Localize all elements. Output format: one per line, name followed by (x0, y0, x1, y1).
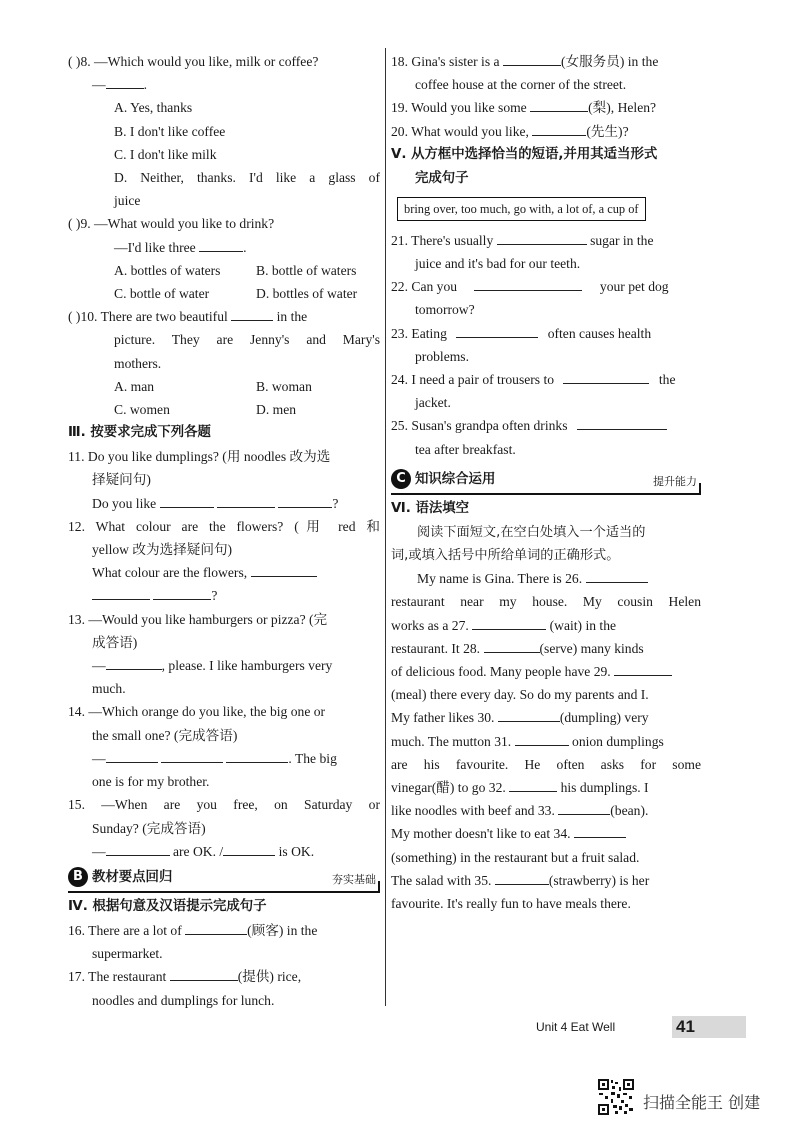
passage-line-4-post: (serve) many kinds (539, 640, 644, 656)
q23-line1-post: often causes health (547, 325, 652, 341)
q16-line1: 16. There are a lot of (68, 922, 182, 938)
q8-option-a: A. Yes, thanks (114, 100, 193, 116)
section-bar-b-title: 教材要点回归 (92, 869, 173, 885)
question-12: 12. What colour are the flowers? (用 red 和 yellow 改为选择疑问句) What colour are the flowers, ? (68, 515, 380, 608)
passage-line-2: restaurant near my house. My cousin Helen (391, 594, 701, 610)
q14-blank-2[interactable] (161, 748, 223, 763)
passage-line-10-post: his dumplings. I (560, 780, 649, 796)
q14-blank-3[interactable] (226, 748, 288, 763)
q16-line2: supermarket. (92, 946, 163, 962)
qr-code-icon (597, 1078, 635, 1116)
q21-blank[interactable] (497, 230, 587, 245)
q8-reply: — (92, 77, 106, 93)
q10-line3: mothers. (114, 355, 162, 371)
phrase-box: bring over, too much, go with, a lot of, a cup of (397, 197, 646, 221)
q15-blank-2[interactable] (223, 841, 275, 856)
passage-line-8: much. The mutton 31. (391, 733, 512, 749)
q15-line1: 15. —When are you free, on Saturday or (68, 797, 380, 813)
q13-blank[interactable] (106, 655, 162, 670)
bar-c-tick (699, 483, 701, 495)
question-15 (68, 793, 380, 863)
section-3-title: Ⅲ. 按要求完成下列各题 (68, 425, 211, 441)
question-8: ( )8. —Which would you like, milk or coffee? — . A. Yes, thanks B. I don't like coffee C. I don't like milk D. Neither, thanks. I'd like a glass of juice (68, 50, 380, 212)
q8-stem: ( )8. —Which would you like, milk or coffee? (68, 54, 319, 69)
q11-line3: Do you like (92, 495, 157, 511)
q17-blank[interactable] (170, 966, 238, 981)
q15-line2: Sunday? (完成答语) (92, 820, 206, 836)
q22-line1-post: your pet dog (599, 279, 669, 295)
section-bar-c (391, 469, 701, 495)
instruction-line1: 阅读下面短文,在空白处填入一个适当的 (417, 524, 646, 540)
q10-line2: picture. They are Jenny's and Mary's (114, 332, 380, 348)
q9-option-a: A. bottles of waters (114, 262, 221, 278)
q9-stem: ( )9. —What would you like to drink? (68, 216, 275, 232)
q9-option-b: B. bottle of waters (256, 262, 357, 278)
section-4-title: Ⅳ. 根据句意及汉语提示完成句子 (68, 898, 267, 914)
question-25 (391, 414, 701, 460)
passage-line-9: are his favourite. He often asks for some (391, 756, 701, 772)
blank-28[interactable] (484, 638, 540, 653)
section-5-title-cont: 完成句子 (415, 170, 469, 186)
q14-dash: — (92, 750, 106, 766)
section-bar-c-tag: 提升能力 (653, 474, 697, 488)
passage-line-11: like noodles with beef and 33. (391, 803, 555, 819)
q20-text: 20. What would you like, (391, 123, 529, 139)
section-bar-c-title: 知识综合运用 (415, 471, 496, 487)
passage-line-14: The salad with 35. (391, 872, 492, 888)
q10-option-c: C. women (114, 402, 170, 418)
q12-blank-1[interactable] (251, 562, 317, 577)
passage-line-11-post: (bean). (610, 803, 649, 819)
q14-blank-1[interactable] (106, 748, 158, 763)
badge-b-icon: B (68, 867, 88, 887)
q22-line1: 22. Can you (391, 279, 458, 295)
passage-line-10: vinegar(醋) to go 32. (391, 780, 506, 796)
q15-dash: — (92, 843, 106, 859)
question-17 (68, 965, 380, 1011)
q14-line4: one is for my brother. (92, 774, 210, 790)
q12-line3: What colour are the flowers, (92, 565, 248, 581)
section-bar-b-tag: 夯实基础 (332, 872, 376, 886)
q11-blank-3[interactable] (278, 493, 332, 508)
instruction-line2: 词,或填入括号中所给单词的正确形式。 (391, 548, 620, 564)
question-11: 11. Do you like dumplings? (用 noodles 改为选 择疑问句) Do you like ? (68, 445, 380, 515)
q16-line1-post: (顾客) in the (247, 922, 318, 938)
q20-blank[interactable] (532, 121, 586, 136)
question-20 (391, 120, 701, 143)
q15-blank-1[interactable] (106, 841, 170, 856)
section-bar-b (68, 867, 380, 893)
q12-blank-3[interactable] (153, 585, 211, 600)
question-21 (391, 229, 701, 275)
q11-blank-1[interactable] (160, 493, 214, 508)
q12-blank-2[interactable] (92, 585, 150, 600)
question-23 (391, 322, 701, 368)
q19-text: 19. Would you like some (391, 100, 527, 116)
q15-line3-post: is OK. (278, 843, 315, 859)
q21-line1: 21. There's usually (391, 232, 494, 248)
q13-line4: much. (92, 681, 126, 697)
q18-line1-post: (女服务员) in the (560, 54, 659, 69)
blank-32[interactable] (509, 777, 557, 792)
question-19 (391, 96, 701, 119)
q13-dash: — (92, 658, 106, 674)
q21-line1-post: sugar in the (590, 232, 654, 248)
blank-34[interactable] (574, 823, 626, 838)
q14-line1: 14. —Which orange do you like, the big one or (68, 704, 326, 720)
q9-reply: —I'd like three (114, 239, 196, 255)
q24-line2: jacket. (415, 395, 451, 411)
q20-text-post: (先生)? (586, 123, 629, 139)
q22-line2: tomorrow? (415, 302, 475, 318)
question-9: ( )9. —What would you like to drink? —I'd like three . A. bottles of waters B. bottle of waters C. bottle of water D. bottles of water (68, 212, 380, 305)
page-number: 41 (676, 1017, 695, 1036)
question-22 (391, 275, 701, 321)
passage-line-8-post: onion dumplings (572, 733, 664, 749)
q22-blank[interactable] (474, 276, 582, 291)
q13-line3: , please. I like hamburgers very (161, 658, 333, 674)
section-6-title: Ⅵ. 语法填空 (391, 500, 470, 516)
q25-blank[interactable] (577, 415, 667, 430)
q21-line2: juice and it's bad for our teeth. (415, 256, 581, 272)
question-10 (68, 305, 380, 421)
blank-31[interactable] (515, 731, 569, 746)
q12-line1: 12. What colour are the flowers? (用 red 和 (68, 518, 380, 534)
question-13 (68, 608, 380, 701)
right-column (391, 50, 701, 915)
blank-30[interactable] (498, 707, 560, 722)
q11-line2: 择疑问句) (92, 472, 151, 488)
q10-option-b: B. woman (256, 378, 312, 394)
page-number-box (672, 1016, 746, 1038)
passage-line-3: works as a 27. (391, 617, 469, 633)
column-divider (385, 48, 386, 1006)
q17-line1-post: (提供) rice, (237, 969, 302, 985)
q19-blank[interactable] (530, 97, 588, 112)
q10-stem-post: in the (276, 309, 308, 325)
q16-blank[interactable] (185, 920, 247, 935)
q10-option-d: D. men (256, 402, 297, 418)
q11-blank-2[interactable] (217, 493, 275, 508)
q8-blank[interactable] (106, 74, 144, 89)
q23-line1: 23. Eating (391, 325, 447, 341)
q19-text-post: (梨), Helen? (588, 100, 657, 116)
q8-option-c: C. I don't like milk (114, 146, 217, 162)
unit-label: Unit 4 Eat Well (536, 1020, 616, 1034)
q14-line3: . The big (288, 750, 337, 766)
passage-line-1: My name is Gina. There is 26. (417, 571, 583, 587)
watermark-text: 扫描全能王 创建 (643, 1093, 761, 1112)
q12-line2: yellow 改为选择疑问句) (92, 542, 233, 558)
passage-line-3-post: (wait) in the (549, 617, 617, 633)
q18-line1: 18. Gina's sister is a (391, 54, 500, 69)
q17-line2: noodles and dumplings for lunch. (92, 992, 275, 1008)
passage-line-5: of delicious food. Many people have 29. (391, 664, 611, 680)
q18-line2: coffee house at the corner of the street. (415, 77, 627, 93)
q10-stem: ( )10. There are two beautiful (68, 309, 228, 325)
q15-line3-mid: are OK. / (173, 843, 224, 859)
q17-line1: 17. The restaurant (68, 969, 167, 985)
blank-27[interactable] (472, 615, 546, 630)
q25-line1: 25. Susan's grandpa often drinks (391, 418, 568, 434)
q8-option-b: B. I don't like coffee (114, 123, 226, 139)
q9-blank[interactable] (199, 237, 243, 252)
blank-29[interactable] (614, 661, 672, 676)
passage-line-4: restaurant. It 28. (391, 640, 481, 656)
bar-b-tick (378, 881, 380, 893)
passage (391, 567, 701, 915)
q8-option-d-cont: juice (114, 193, 141, 209)
q24-line1-post: the (658, 372, 676, 388)
passage-line-7: My father likes 30. (391, 710, 495, 726)
passage-line-6: (meal) there every day. So do my parents and I. (391, 687, 649, 703)
passage-line-12: My mother doesn't like to eat 34. (391, 826, 571, 842)
question-18 (391, 50, 701, 96)
q11-line1: 11. Do you like dumplings? (用 noodles 改为选 (68, 449, 331, 465)
q10-option-a: A. man (114, 378, 155, 394)
q9-option-d: D. bottles of water (256, 286, 358, 302)
question-24 (391, 368, 701, 414)
q14-line2: the small one? (完成答语) (92, 727, 238, 743)
passage-line-13: (something) in the restaurant but a fruit salad. (391, 849, 640, 865)
blank-35[interactable] (495, 870, 549, 885)
q18-blank[interactable] (503, 51, 561, 66)
q23-line2: problems. (415, 348, 469, 364)
q9-option-c: C. bottle of water (114, 286, 210, 302)
q23-blank[interactable] (456, 323, 538, 338)
passage-line-7-post: (dumpling) very (559, 710, 649, 726)
blank-33[interactable] (558, 800, 610, 815)
left-column (68, 50, 380, 1012)
blank-26[interactable] (586, 568, 648, 583)
badge-c-icon: C (391, 469, 411, 489)
q24-line1: 24. I need a pair of trousers to (391, 372, 555, 388)
page-footer (536, 1016, 746, 1038)
question-14 (68, 700, 380, 793)
q10-blank[interactable] (231, 306, 273, 321)
q8-option-d: D. Neither, thanks. I'd like a glass of (114, 170, 380, 186)
q13-line1: 13. —Would you like hamburgers or pizza? (完 (68, 611, 328, 627)
q13-line2: 成答语) (92, 634, 138, 650)
q24-blank[interactable] (563, 369, 649, 384)
passage-line-15: favourite. It's really fun to have meals there. (391, 896, 631, 912)
question-16 (68, 919, 380, 965)
passage-line-14-post: (strawberry) is her (548, 872, 650, 888)
q25-line2: tea after breakfast. (415, 441, 516, 457)
section-5-title: Ⅴ. 从方框中选择恰当的短语,并用其适当形式 (391, 146, 658, 162)
